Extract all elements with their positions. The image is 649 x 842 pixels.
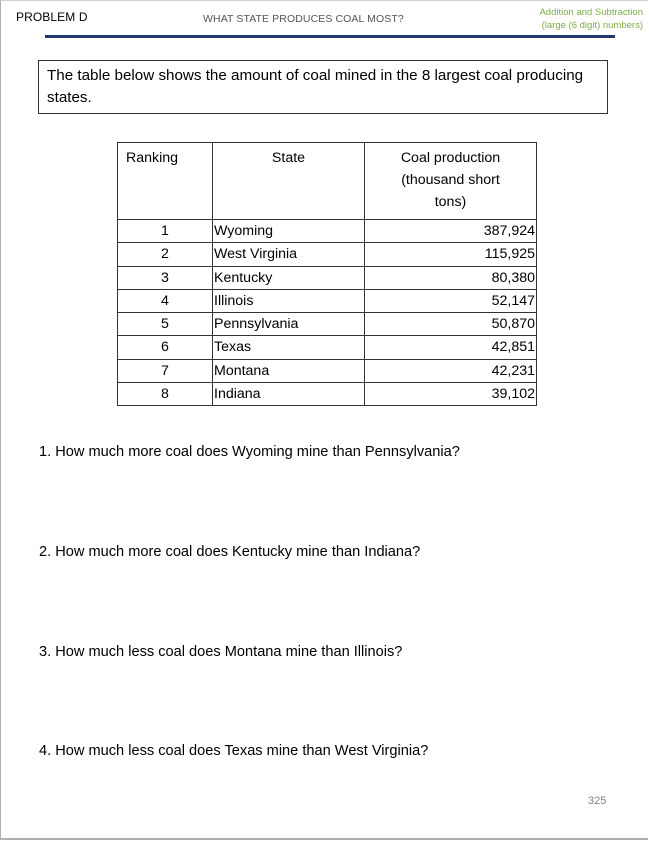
production-cell: 50,870 xyxy=(365,313,537,336)
production-cell: 39,102 xyxy=(365,382,537,405)
state-cell: Kentucky xyxy=(213,266,365,289)
header-divider xyxy=(45,35,615,38)
table-header-row xyxy=(118,143,537,220)
rank-cell: 8 xyxy=(118,382,213,405)
state-cell: West Virginia xyxy=(213,243,365,266)
state-cell: Texas xyxy=(213,336,365,359)
rank-cell: 7 xyxy=(118,359,213,382)
topic-subtitle xyxy=(539,6,643,32)
production-cell: 42,231 xyxy=(365,359,537,382)
production-cell: 42,851 xyxy=(365,336,537,359)
rank-cell: 6 xyxy=(118,336,213,359)
state-cell: Wyoming xyxy=(213,220,365,243)
column-header-ranking: Ranking xyxy=(118,143,213,220)
column-header-production-line2: (thousand short xyxy=(401,172,500,188)
topic-subtitle-line1: Addition and Subtraction xyxy=(539,7,643,18)
table-row xyxy=(118,266,537,289)
question-1: 1. How much more coal does Wyoming mine than Pennsylvania? xyxy=(39,444,460,460)
topic-subtitle-line2: (large (6 digit) numbers) xyxy=(541,20,643,31)
intro-text-box: The table below shows the amount of coal mined in the 8 largest coal producing states. xyxy=(38,60,608,114)
table-row xyxy=(118,336,537,359)
table-row xyxy=(118,243,537,266)
problem-label: PROBLEM D xyxy=(16,10,88,24)
page-number: 325 xyxy=(588,795,607,807)
page-title: WHAT STATE PRODUCES COAL MOST? xyxy=(203,13,404,25)
table-row xyxy=(118,313,537,336)
column-header-production-line1: Coal production xyxy=(400,150,501,166)
rank-cell: 2 xyxy=(118,243,213,266)
state-cell: Indiana xyxy=(213,382,365,405)
rank-cell: 5 xyxy=(118,313,213,336)
question-3: 3. How much less coal does Montana mine than Illinois? xyxy=(39,644,403,660)
question-4: 4. How much less coal does Texas mine than West Virginia? xyxy=(39,743,429,759)
rank-cell: 4 xyxy=(118,289,213,312)
state-cell: Illinois xyxy=(213,289,365,312)
production-cell: 115,925 xyxy=(365,243,537,266)
column-header-production xyxy=(365,143,537,220)
table-row xyxy=(118,289,537,312)
state-cell: Montana xyxy=(213,359,365,382)
column-header-production-line3: tons) xyxy=(434,194,467,210)
column-header-state: State xyxy=(213,143,365,220)
production-cell: 80,380 xyxy=(365,266,537,289)
production-cell: 387,924 xyxy=(365,220,537,243)
rank-cell: 3 xyxy=(118,266,213,289)
rank-cell: 1 xyxy=(118,220,213,243)
table-row xyxy=(118,220,537,243)
state-cell: Pennsylvania xyxy=(213,313,365,336)
table-row xyxy=(118,359,537,382)
table-row xyxy=(118,382,537,405)
coal-production-table xyxy=(117,142,537,406)
question-2: 2. How much more coal does Kentucky mine than Indiana? xyxy=(39,544,421,560)
production-cell: 52,147 xyxy=(365,289,537,312)
